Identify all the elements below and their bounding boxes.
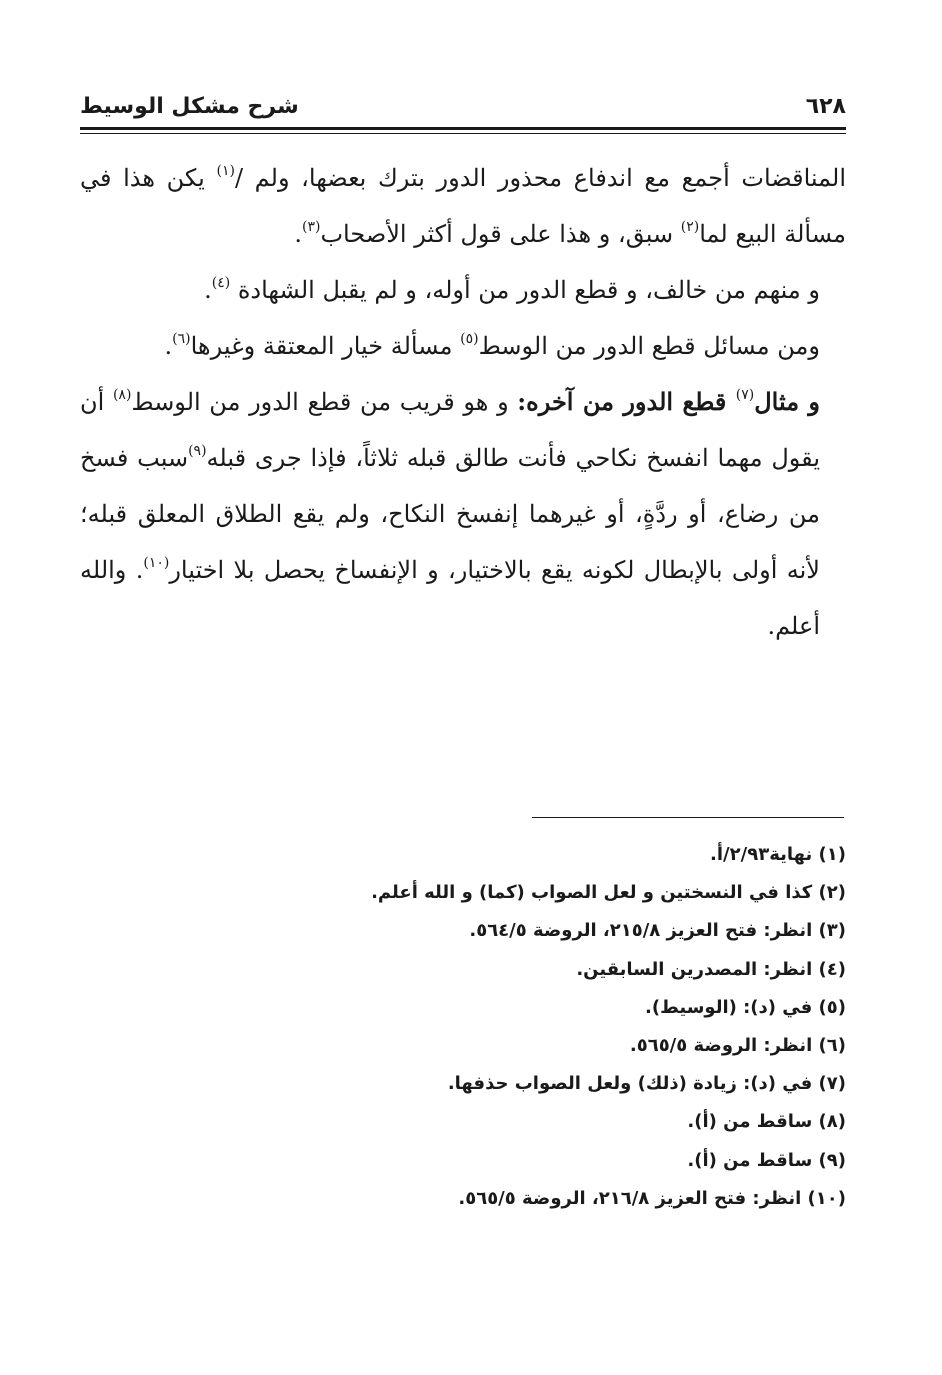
footnote-marker-2: (٢) — [680, 219, 700, 235]
footnote: (٦) انظر: الروضة ٥٦٥/٥. — [629, 1035, 846, 1057]
footnote-marker-1: (١) — [216, 163, 235, 179]
footnote: (٣) انظر: فتح العزيز ٢١٥/٨، الروضة ٥٦٤/٥. — [469, 920, 846, 942]
footnote: (٩) ساقط من (أ). — [687, 1149, 846, 1171]
footnote-separator — [532, 817, 844, 818]
footnote: (٥) في (د): (الوسيط). — [645, 996, 846, 1018]
footnote: (١) نهاية٢/٩٣/أ. — [710, 844, 846, 865]
example-heading: و مثال — [754, 387, 821, 416]
paragraph-1: المناقضات أجمع مع اندفاع محذور الدور بترك بعضها، ولم /$^{(١)}$ يكن هذا في مسألة البيع لما$^{(٢)}$ سبق، و هذا على قول أكثر الأصحاب$^{(٣)}$. — [80, 163, 846, 248]
paragraph-3: ومن مسائل قطع الدور من الوسط$^{(٥)}$ مسألة خيار المعتقة وغيرها$^{(٦)}$. — [164, 331, 820, 360]
footnote: (١٠) انظر: فتح العزيز ٢١٦/٨، الروضة ٥٦٥/٥. — [458, 1187, 846, 1209]
footnote-marker-6: (٦) — [172, 331, 191, 347]
paragraph-4: و مثال$^{(٧)}$ قطع الدور من آخره: و هو قريب من قطع الدور من الوسط$^{(٨)}$ أن يقول مهما انفسخ نكاحي فأنت طالق قبله ثلاثاً، فإذا جرى قبله$^{(٩)}$سبب فسخ من رضاع، أو ردَّةٍ، أو غيرهما إنفسخ النكاح، ولم يقع الطلاق المعلق قبله؛ لأنه أولى بالإبطال لكونه يقع بالاختيار، و الإنفساخ يحصل بلا اختيار$^{(١٠)}$. والله أعلم. — [80, 387, 821, 640]
main-text — [80, 150, 846, 654]
example-heading-rest: قطع الدور من آخره: — [517, 387, 736, 416]
footnote-marker-10: (١٠) — [143, 555, 170, 571]
footnote: (٧) في (د): زيادة (ذلك) ولعل الصواب حذفها. — [447, 1073, 846, 1095]
footnotes — [80, 836, 846, 1218]
footnote-marker-3: (٣) — [301, 219, 321, 235]
page-number: ٦٢٨ — [805, 93, 846, 119]
paragraph-2: و منهم من خالف، و قطع الدور من أوله، و لم يقبل الشهادة $^{(٤)}$. — [204, 275, 820, 304]
footnote-marker-7: (٧) — [735, 387, 755, 403]
footnote-marker-5: (٥) — [460, 331, 479, 347]
footnote: (٨) ساقط من (أ). — [687, 1111, 846, 1133]
header-rule-thick — [80, 127, 846, 130]
footnote: (٢) كذا في النسختين و لعل الصواب (كما) و الله أعلم. — [371, 882, 846, 904]
header-rule-thin — [80, 133, 846, 134]
book-title: شرح مشكل الوسيط — [80, 93, 299, 119]
footnote: (٤) انظر: المصدرين السابقين. — [576, 958, 846, 980]
footnote-marker-4: (٤) — [211, 275, 231, 291]
footnote-marker-9: (٩) — [188, 443, 207, 459]
page-header — [80, 86, 846, 126]
footnote-marker-8: (٨) — [112, 387, 132, 403]
